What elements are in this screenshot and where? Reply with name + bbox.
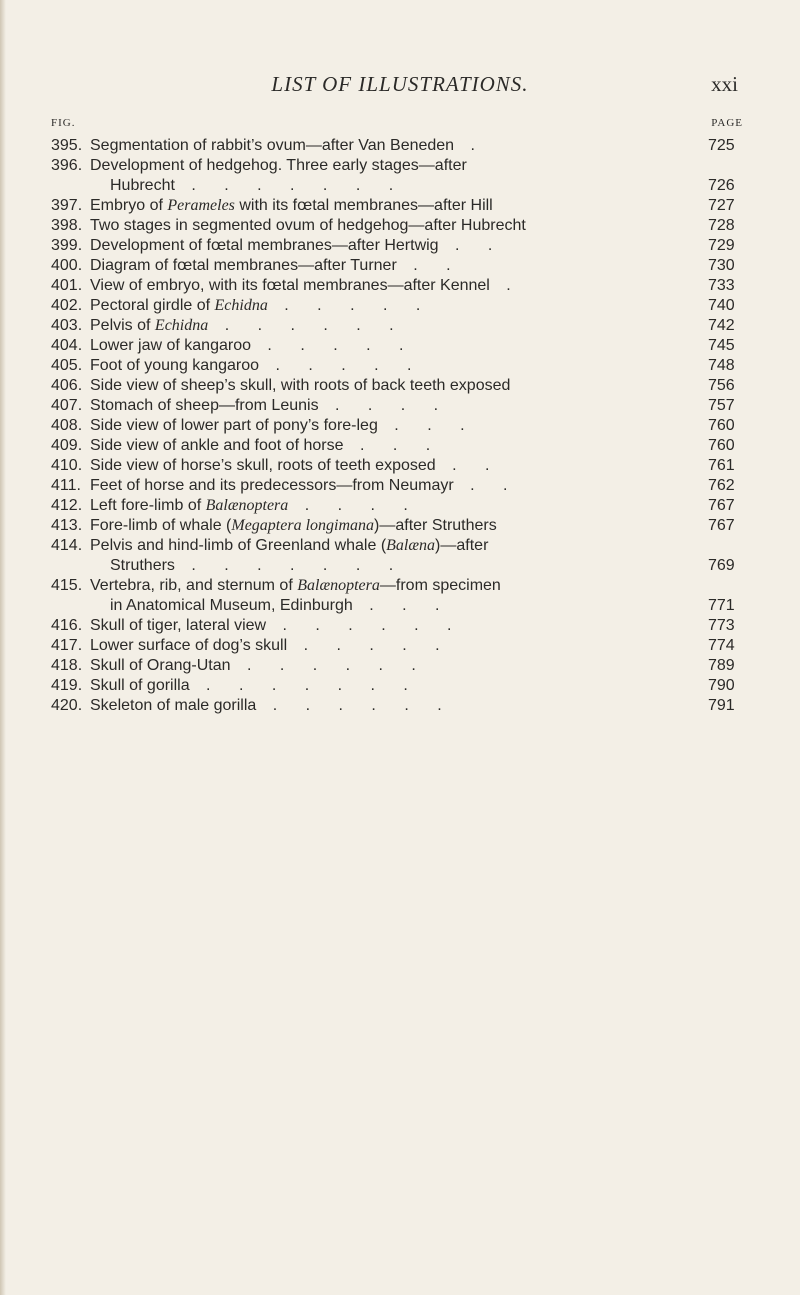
list-item	[0, 376, 800, 396]
list-item	[0, 156, 800, 176]
leader-dots: . . . . . . .	[189, 677, 420, 694]
figure-number: 398.	[51, 217, 83, 234]
list-item	[0, 136, 800, 156]
figure-caption-continued	[110, 176, 715, 196]
list-item	[0, 396, 800, 416]
page-folio: xxi	[711, 72, 738, 96]
leader-dots: . . . .	[318, 397, 451, 414]
leader-dots: . .	[435, 457, 502, 474]
figure-caption	[90, 316, 715, 336]
list-item	[0, 436, 800, 456]
figure-number: 415.	[51, 577, 83, 594]
page-number: 762	[708, 477, 735, 494]
leader-dots: . . . .	[288, 497, 420, 514]
leader-dots: . . . . .	[287, 637, 452, 654]
figure-caption	[90, 216, 715, 236]
caption-text: Vertebra, rib, and sternum of	[90, 577, 298, 594]
list-item	[0, 696, 800, 716]
caption-italic-name: Balæna	[386, 537, 436, 554]
caption-text: Skull of tiger, lateral view	[90, 617, 267, 634]
leader-dots: . . . . .	[250, 337, 416, 354]
page-number: 767	[708, 517, 735, 534]
page-number: 789	[708, 657, 735, 674]
caption-text: Lower surface of dog’s skull	[90, 637, 288, 654]
caption-italic-name: Echidna	[154, 317, 209, 334]
list-item	[0, 496, 800, 516]
caption-text: with its fœtal membranes—after Hill	[234, 197, 493, 214]
page-number: 742	[708, 317, 735, 334]
leader-dots: . . . . . .	[208, 317, 406, 334]
caption-text: )—after Struthers	[374, 517, 497, 534]
list-item	[0, 256, 800, 276]
list-item	[0, 576, 800, 596]
figure-number: 418.	[51, 657, 83, 674]
leader-dots: . . . . . .	[266, 617, 464, 634]
leader-dots: . .	[453, 477, 520, 494]
figure-caption	[90, 456, 715, 476]
caption-text: Skeleton of male gorilla	[90, 697, 257, 714]
figure-caption	[90, 476, 715, 496]
leader-dots: . . .	[352, 597, 452, 614]
leader-dots: .	[454, 137, 487, 154]
caption-text: —from specimen	[379, 577, 501, 594]
illustration-list	[0, 136, 800, 716]
page-number: 771	[708, 597, 735, 614]
page-number: 767	[708, 497, 735, 514]
figure-number: 411.	[51, 477, 81, 494]
figure-caption	[90, 136, 715, 156]
page-number: 774	[708, 637, 735, 654]
page-number: 760	[708, 437, 735, 454]
page-number: 728	[708, 217, 735, 234]
figure-caption	[90, 416, 715, 436]
list-item	[0, 336, 800, 356]
figure-number: 419.	[51, 677, 83, 694]
page-number: 760	[708, 417, 735, 434]
list-item	[0, 676, 800, 696]
list-item	[0, 216, 800, 236]
figure-number: 402.	[51, 297, 83, 314]
figure-caption	[90, 236, 715, 256]
list-item	[0, 616, 800, 636]
figure-caption	[90, 616, 715, 636]
figure-number: 401.	[51, 277, 83, 294]
list-item	[0, 236, 800, 256]
figure-caption	[90, 516, 715, 536]
figure-number: 405.	[51, 357, 83, 374]
page-number: 791	[708, 697, 735, 714]
caption-text: Diagram of fœtal membranes—after Turner	[90, 257, 397, 274]
caption-text: Skull of Orang-Utan	[90, 657, 231, 674]
figure-caption	[90, 156, 715, 176]
caption-text: Segmentation of rabbit’s ovum—after Van Beneden	[90, 137, 455, 154]
figure-number: 413.	[51, 517, 83, 534]
caption-text: Left fore-limb of	[90, 497, 206, 514]
caption-italic-name: Balænoptera	[205, 497, 289, 514]
figure-number: 414.	[51, 537, 83, 554]
caption-text: Struthers	[110, 557, 175, 574]
leader-dots: . .	[438, 237, 505, 254]
leader-dots: . . .	[343, 437, 443, 454]
page-number: 725	[708, 137, 735, 154]
caption-italic-name: Megaptera longimana	[231, 517, 375, 534]
list-item	[0, 656, 800, 676]
figure-number: 420.	[51, 697, 83, 714]
list-item	[0, 456, 800, 476]
page-number: 727	[708, 197, 735, 214]
caption-text: Embryo of	[90, 197, 168, 214]
leader-dots: . . .	[377, 417, 477, 434]
caption-text: Pelvis and hind-limb of Greenland whale (	[90, 537, 387, 554]
list-item-continuation	[0, 556, 800, 576]
figure-number: 400.	[51, 257, 83, 274]
figure-caption	[90, 436, 715, 456]
running-title: LIST OF ILLUSTRATIONS.	[271, 72, 529, 96]
caption-text: Side view of sheep’s skull, with roots of back teeth exposed	[90, 377, 511, 394]
caption-text: Two stages in segmented ovum of hedgehog—after Hubrecht	[90, 217, 526, 234]
figure-caption	[90, 656, 715, 676]
page-number: 748	[708, 357, 735, 374]
list-item	[0, 316, 800, 336]
list-item	[0, 416, 800, 436]
leader-dots: . . . . .	[259, 357, 424, 374]
page-number: 761	[708, 457, 735, 474]
figure-number: 408.	[51, 417, 83, 434]
leader-dots: . . . . . .	[230, 657, 428, 674]
figure-number: 416.	[51, 617, 83, 634]
figure-caption	[90, 576, 715, 596]
caption-text: Fore-limb of whale (	[90, 517, 232, 534]
figure-caption	[90, 336, 715, 356]
figure-number: 397.	[51, 197, 83, 214]
page-number: 756	[708, 377, 735, 394]
caption-text: Feet of horse and its predecessors—from Neumayr	[90, 477, 454, 494]
figure-number: 410.	[51, 457, 83, 474]
page-number: 769	[708, 557, 735, 574]
list-item	[0, 276, 800, 296]
leader-dots: . .	[396, 257, 463, 274]
figure-number: 406.	[51, 377, 83, 394]
caption-text: Skull of gorilla	[90, 677, 190, 694]
figure-number: 409.	[51, 437, 83, 454]
figure-caption	[90, 276, 715, 296]
figure-number: 396.	[51, 157, 83, 174]
caption-text: Pectoral girdle of	[90, 297, 215, 314]
figure-caption	[90, 496, 715, 516]
figure-caption-continued	[110, 556, 715, 576]
figure-number: 417.	[51, 637, 83, 654]
list-item	[0, 296, 800, 316]
caption-text: Lower jaw of kangaroo	[90, 337, 251, 354]
figure-number: 407.	[51, 397, 83, 414]
caption-italic-name: Balænoptera	[297, 577, 380, 594]
list-item-continuation	[0, 176, 800, 196]
page-number: 730	[708, 257, 735, 274]
caption-text: Development of fœtal membranes—after Hertwig	[90, 237, 439, 254]
figure-number: 399.	[51, 237, 83, 254]
column-heading-fig: FIG.	[51, 117, 76, 129]
caption-italic-name: Perameles	[167, 197, 235, 214]
figure-number: 412.	[51, 497, 83, 514]
list-item-continuation	[0, 596, 800, 616]
caption-text: Development of hedgehog. Three early stages—after	[90, 157, 467, 174]
page-number: 726	[708, 177, 735, 194]
figure-caption	[90, 676, 715, 696]
page-number: 733	[708, 277, 735, 294]
figure-caption	[90, 356, 715, 376]
figure-caption-continued	[110, 596, 715, 616]
page-number: 729	[708, 237, 735, 254]
figure-number: 404.	[51, 337, 83, 354]
figure-number: 403.	[51, 317, 83, 334]
figure-number: 395.	[51, 137, 83, 154]
list-item	[0, 516, 800, 536]
leader-dots: . . . . . . .	[174, 177, 406, 194]
page-number: 740	[708, 297, 735, 314]
list-item	[0, 636, 800, 656]
list-item	[0, 196, 800, 216]
caption-text: Side view of lower part of pony’s fore-leg	[90, 417, 378, 434]
figure-caption	[90, 196, 715, 216]
leader-dots: . . . . . . .	[174, 557, 406, 574]
leader-dots: . . . . . .	[256, 697, 454, 714]
caption-text: Stomach of sheep—from Leunis	[90, 397, 319, 414]
figure-caption	[90, 376, 715, 396]
figure-caption	[90, 296, 715, 316]
page-number: 745	[708, 337, 735, 354]
figure-caption	[90, 696, 715, 716]
page-number: 773	[708, 617, 735, 634]
figure-caption	[90, 256, 715, 276]
caption-italic-name: Echidna	[214, 297, 268, 314]
list-item	[0, 476, 800, 496]
page-header	[0, 72, 800, 102]
caption-text: Pelvis of	[90, 317, 155, 334]
caption-text: Side view of ankle and foot of horse	[90, 437, 344, 454]
leader-dots: .	[489, 277, 523, 294]
leader-dots: . . . . .	[267, 297, 433, 314]
caption-text: View of embryo, with its fœtal membranes—after Kennel	[90, 277, 490, 294]
caption-text: Side view of horse’s skull, roots of teeth exposed	[90, 457, 436, 474]
caption-text: Foot of young kangaroo	[90, 357, 260, 374]
page-number: 757	[708, 397, 735, 414]
column-heading-page: PAGE	[711, 117, 743, 129]
figure-caption	[90, 636, 715, 656]
figure-caption	[90, 396, 715, 416]
figure-caption	[90, 536, 715, 556]
caption-text: )—after	[435, 537, 489, 554]
list-item	[0, 536, 800, 556]
page-number: 790	[708, 677, 735, 694]
caption-text: in Anatomical Museum, Edinburgh	[110, 597, 353, 614]
caption-text: Hubrecht	[110, 177, 175, 194]
list-item	[0, 356, 800, 376]
